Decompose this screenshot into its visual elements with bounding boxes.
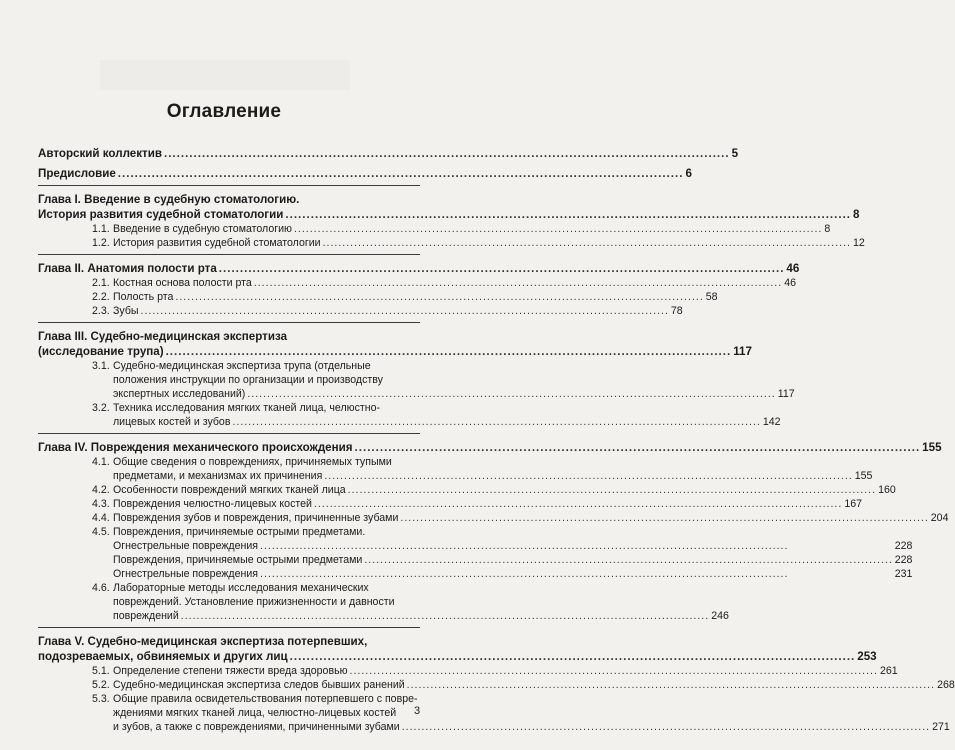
toc-section-4-4[interactable] — [38, 511, 949, 525]
leader-dots: ...................................................................................................................................... — [347, 484, 877, 496]
toc-page-number: 204 — [930, 512, 949, 524]
toc-page-number: 142 — [762, 416, 781, 428]
section-title-line: повреждений. Установление прижизненности и давности — [113, 596, 395, 608]
toc-chapter-2[interactable] — [38, 261, 800, 276]
leader-dots: ...................................................................................................................................... — [260, 540, 789, 552]
chapter-divider — [38, 185, 420, 186]
section-title-line: Повреждения, причиняемые острыми предметами. — [113, 526, 366, 538]
toc-section-2-3[interactable] — [38, 304, 683, 318]
leader-dots: ...................................................................................................................................... — [165, 345, 732, 358]
leader-dots: ...................................................................................................................................... — [400, 512, 929, 524]
chapter-title-line: Глава II. Анатомия полости рта — [38, 262, 217, 275]
leader-dots: ...................................................................................................................................... — [117, 167, 684, 180]
toc-page-number: 46 — [784, 277, 796, 289]
section-number: 2.1. — [92, 277, 110, 289]
toc-entry-label: Предисловие — [38, 167, 116, 180]
section-title-line: и зубов, а также с повреждениями, причиненными зубами — [113, 721, 400, 733]
toc-section-4-6[interactable] — [38, 581, 729, 623]
toc-page-number: 155 — [854, 470, 873, 482]
table-of-contents — [38, 146, 955, 734]
toc-section-4-2[interactable] — [38, 483, 896, 497]
section-title-line: Общие правила освидетельствования потерпевшего с повре- — [113, 693, 418, 705]
leader-dots: ...................................................................................................................................... — [247, 388, 776, 400]
toc-section-1-2[interactable] — [38, 236, 865, 250]
chapter-title-line: подозреваемых, обвиняемых и других лиц — [38, 650, 288, 663]
toc-section-3-2[interactable] — [38, 401, 781, 429]
section-title: История развития судебной стоматологии — [113, 237, 321, 249]
section-number: 3.2. — [92, 402, 110, 414]
chapter-divider — [38, 433, 420, 434]
section-title: Костная основа полости рта — [113, 277, 252, 289]
toc-page-number: 117 — [733, 345, 752, 358]
toc-page-number: 46 — [786, 262, 800, 275]
toc-section-4-3[interactable] — [38, 497, 863, 511]
leader-dots: ...................................................................................................................................... — [401, 721, 931, 733]
chapter-divider — [38, 322, 420, 323]
toc-chapter-1[interactable] — [38, 192, 860, 222]
toc-chapter-4[interactable] — [38, 440, 942, 455]
toc-page-number: 6 — [685, 167, 692, 180]
section-title: Повреждения зубов и повреждения, причиненные зубами — [113, 512, 399, 524]
toc-page-number: 5 — [731, 147, 739, 160]
toc-section-5-3[interactable] — [38, 692, 950, 734]
section-number: 4.4. — [92, 512, 110, 524]
toc-entry-preface[interactable] — [38, 166, 692, 181]
leader-dots: ...................................................................................................................................... — [175, 291, 704, 303]
section-title-line: Судебно-медицинская экспертиза трупа (отдельные — [113, 360, 371, 372]
subsection-title: Огнестрельные повреждения — [113, 568, 259, 580]
toc-page-number: 167 — [844, 498, 863, 510]
section-number: 4.5. — [92, 526, 110, 538]
section-title-line: повреждений — [113, 610, 179, 622]
section-title-line: Техника исследования мягких тканей лица, челюстно- — [113, 402, 381, 414]
chapter-title-line: Глава IV. Повреждения механического происхождения — [38, 441, 353, 454]
section-number: 1.2. — [92, 237, 110, 249]
toc-section-3-1[interactable] — [38, 359, 795, 401]
subsection-title: Повреждения, причиняемые острыми предметами — [113, 554, 363, 566]
toc-page-number: 8 — [824, 223, 831, 235]
toc-subsection-4-5-b[interactable] — [113, 567, 912, 581]
toc-section-5-2[interactable] — [38, 678, 955, 692]
toc-page-number: 261 — [879, 665, 898, 677]
leader-dots: ...................................................................................................................................... — [140, 305, 669, 317]
toc-page-number: 228 — [894, 540, 913, 552]
toc-page-number: 8 — [853, 208, 860, 221]
leader-dots: ...................................................................................................................................... — [313, 498, 843, 510]
section-number: 5.1. — [92, 665, 110, 677]
toc-page-number: 12 — [852, 237, 865, 249]
section-title-line: лицевых костей и зубов — [113, 416, 231, 428]
leader-dots: ...................................................................................................................................... — [163, 147, 730, 160]
leader-dots: ...................................................................................................................................... — [260, 568, 789, 580]
section-title: Судебно-медицинская экспертиза следов бывших ранений — [113, 679, 405, 691]
leader-dots: ...................................................................................................................................... — [285, 208, 852, 221]
section-title: Введение в судебную стоматологию — [113, 223, 292, 235]
toc-page-number: 271 — [932, 721, 950, 733]
toc-page-number: 253 — [857, 650, 877, 663]
section-title-line: экспертных исследований) — [113, 388, 246, 400]
toc-chapter-3[interactable] — [38, 329, 752, 359]
chapter-title-line: Глава I. Введение в судебную стоматологию. — [38, 193, 300, 206]
toc-page-number: 58 — [705, 291, 718, 303]
section-number: 1.1. — [92, 223, 110, 235]
page-number: 3 — [414, 705, 421, 717]
section-title: Повреждения челюстно-лицевых костей — [113, 498, 312, 510]
toc-page-number: 268 — [937, 679, 955, 691]
chapter-title-line: Глава V. Судебно-медицинская экспертиза потерпевших, — [38, 635, 368, 648]
toc-page-number: 228 — [894, 554, 913, 566]
chapter-title-line: История развития судебной стоматологии — [38, 208, 284, 221]
section-number: 5.3. — [92, 693, 110, 705]
leader-dots: ...................................................................................................................................... — [289, 650, 856, 663]
section-title: Полость рта — [113, 291, 174, 303]
show-through-text — [100, 60, 350, 90]
chapter-divider — [38, 254, 420, 255]
toc-page-number: 78 — [670, 305, 683, 317]
toc-chapter-5[interactable] — [38, 634, 877, 664]
toc-page-number: 246 — [711, 610, 729, 622]
toc-section-4-5[interactable] — [38, 525, 913, 581]
section-title-line: предметами, и механизмах их причинения — [113, 470, 323, 482]
leader-dots: ...................................................................................................................................... — [324, 470, 853, 482]
toc-page-number: 160 — [878, 484, 896, 496]
section-title: Особенности повреждений мягких тканей лица — [113, 484, 346, 496]
leader-dots: ...................................................................................................................................... — [218, 262, 785, 275]
page-title: Оглавление — [166, 101, 282, 122]
leader-dots: ...................................................................................................................................... — [349, 665, 878, 677]
toc-section-5-1[interactable] — [38, 664, 898, 678]
leader-dots: ...................................................................................................................................... — [354, 441, 921, 454]
toc-page-number: 231 — [894, 568, 913, 580]
section-title-line: ждениями мягких тканей лица, челюстно-лицевых костей — [113, 707, 397, 719]
section-number: 4.2. — [92, 484, 110, 496]
chapter-divider — [38, 627, 420, 628]
leader-dots: ...................................................................................................................................... — [293, 223, 823, 235]
section-number: 4.1. — [92, 456, 110, 468]
toc-page-number: 117 — [777, 388, 795, 400]
section-title: Определение степени тяжести вреда здоровью — [113, 665, 348, 677]
toc-subsection-4-5-a[interactable] — [113, 553, 912, 567]
chapter-title-line: (исследование трупа) — [38, 345, 164, 358]
leader-dots: ...................................................................................................................................... — [253, 277, 783, 289]
section-title-line: положения инструкции по организации и производству — [113, 374, 383, 386]
leader-dots: ...................................................................................................................................... — [180, 610, 710, 622]
section-title-line: Лабораторные методы исследования механических — [113, 582, 369, 594]
toc-entry-authors[interactable] — [38, 146, 739, 161]
leader-dots: ...................................................................................................................................... — [232, 416, 761, 428]
leader-dots: ...................................................................................................................................... — [322, 237, 851, 249]
toc-section-2-2[interactable] — [38, 290, 718, 304]
toc-section-4-1[interactable] — [38, 455, 873, 483]
section-title: Зубы — [113, 305, 139, 317]
section-number: 2.2. — [92, 291, 110, 303]
section-title-line: Общие сведения о повреждениях, причиняемых тупыми — [113, 456, 392, 468]
toc-section-2-1[interactable] — [38, 276, 796, 290]
chapter-title-line: Глава III. Судебно-медицинская экспертиза — [38, 330, 288, 343]
section-number: 4.3. — [92, 498, 110, 510]
leader-dots: ...................................................................................................................................... — [364, 554, 893, 566]
section-number: 4.6. — [92, 582, 110, 594]
section-number: 5.2. — [92, 679, 110, 691]
section-number: 3.1. — [92, 360, 110, 372]
toc-entry-label: Авторский коллектив — [38, 147, 162, 160]
toc-page-number: 155 — [922, 441, 942, 454]
section-title-line: Огнестрельные повреждения — [113, 540, 259, 552]
leader-dots: ...................................................................................................................................... — [406, 679, 936, 691]
section-number: 2.3. — [92, 305, 110, 317]
toc-section-1-1[interactable] — [38, 222, 831, 236]
